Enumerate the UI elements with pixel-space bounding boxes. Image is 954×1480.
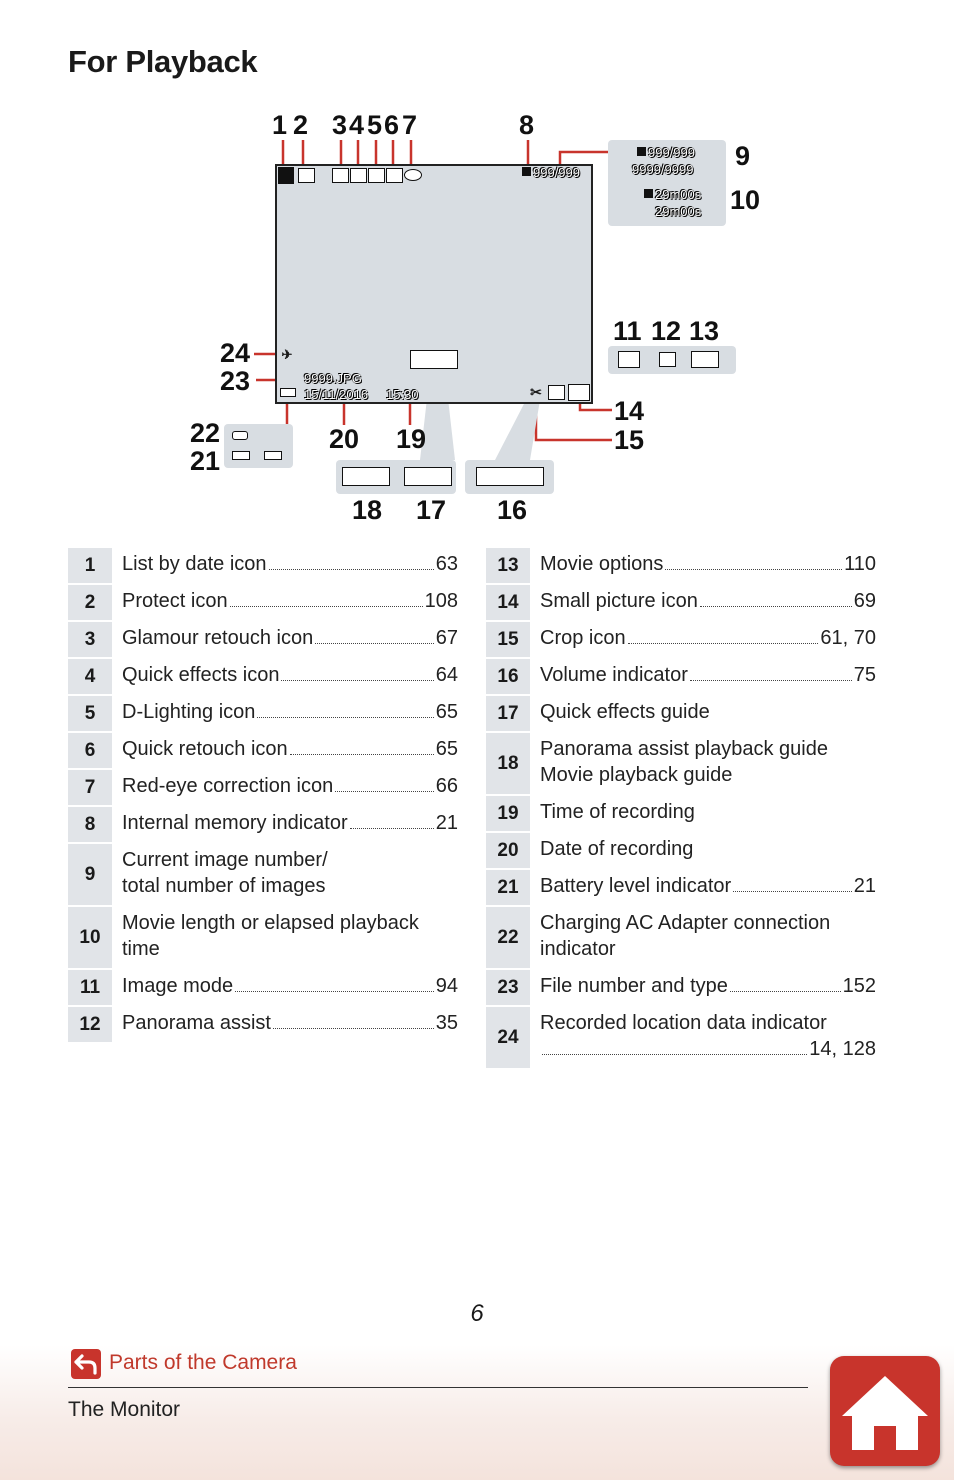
callout-7: 7 bbox=[402, 110, 418, 140]
row-number: 17 bbox=[486, 696, 530, 731]
row-label: Movie length or elapsed playback bbox=[122, 912, 419, 934]
callout-4: 4 bbox=[349, 110, 365, 140]
row-label: Battery level indicator bbox=[540, 875, 732, 897]
table-row bbox=[486, 622, 876, 659]
callout-19: 19 bbox=[396, 424, 427, 454]
file-name: 9999.JPG bbox=[304, 371, 362, 386]
row-number: 16 bbox=[486, 659, 530, 694]
panorama-assist-icon bbox=[659, 352, 676, 367]
row-number: 12 bbox=[68, 1007, 112, 1042]
battery-icon bbox=[232, 451, 250, 460]
table-row bbox=[486, 796, 876, 833]
quick-effects-icon bbox=[350, 168, 367, 183]
footer-divider bbox=[68, 1387, 808, 1388]
table-row bbox=[68, 844, 458, 907]
row-number: 8 bbox=[68, 807, 112, 842]
callout-14: 14 bbox=[614, 396, 645, 426]
callout-23: 23 bbox=[220, 366, 251, 396]
table-row bbox=[68, 733, 458, 770]
movie-options-icon bbox=[691, 351, 719, 368]
crop-icon: ✂ bbox=[530, 384, 542, 400]
row-label: Charging AC Adapter connection bbox=[540, 912, 831, 934]
row-number: 19 bbox=[486, 796, 530, 831]
row-label: Red-eye correction icon bbox=[122, 775, 334, 797]
callout-17: 17 bbox=[416, 495, 447, 525]
playback-guide-icon bbox=[410, 350, 458, 369]
image-mode-icon bbox=[618, 351, 640, 368]
box9-line1: 999/999 bbox=[648, 145, 695, 160]
row-number: 9 bbox=[68, 844, 112, 905]
row-label: D-Lighting icon bbox=[122, 701, 256, 723]
row-number: 1 bbox=[68, 548, 112, 583]
row-label: List by date icon bbox=[122, 553, 267, 575]
glamour-retouch-icon bbox=[332, 168, 349, 183]
page-link[interactable]: 67 bbox=[435, 627, 458, 649]
callout-24: 24 bbox=[220, 338, 251, 368]
internal-memory-icon bbox=[644, 189, 653, 198]
row-number: 2 bbox=[68, 585, 112, 620]
back-arrow-icon[interactable] bbox=[71, 1349, 101, 1379]
page-link[interactable]: 21 bbox=[853, 875, 876, 897]
row-label: Movie options bbox=[540, 553, 664, 575]
row-label: Panorama assist bbox=[122, 1012, 271, 1034]
row-number: 22 bbox=[486, 907, 530, 968]
page-link[interactable]: 21 bbox=[435, 812, 458, 834]
box9-line2: 9999/9999 bbox=[632, 162, 694, 177]
page-link[interactable]: 35 bbox=[435, 1012, 458, 1034]
section-title: The Monitor bbox=[68, 1398, 181, 1421]
legend-table-left bbox=[68, 548, 458, 1044]
row-label: Small picture icon bbox=[540, 590, 698, 612]
row-number: 13 bbox=[486, 548, 530, 583]
table-row bbox=[68, 548, 458, 585]
image-counter: 999/999 bbox=[533, 165, 580, 180]
table-row bbox=[68, 622, 458, 659]
breadcrumb-link[interactable]: Parts of the Camera bbox=[109, 1351, 297, 1374]
callout-10: 10 bbox=[730, 185, 761, 215]
callout-5: 5 bbox=[367, 110, 383, 140]
row-label: Panorama assist playback guide bbox=[540, 738, 828, 760]
box10-line2: 29m00s bbox=[655, 204, 702, 219]
row-label: Protect icon bbox=[122, 590, 228, 612]
callout-6: 6 bbox=[384, 110, 400, 140]
callout-18: 18 bbox=[352, 495, 383, 525]
page-link[interactable]: 75 bbox=[853, 664, 876, 686]
table-row bbox=[68, 585, 458, 622]
page-link[interactable]: 108 bbox=[424, 590, 458, 612]
row-label-line2: total number of images bbox=[122, 875, 326, 897]
table-row bbox=[486, 548, 876, 585]
row-number: 14 bbox=[486, 585, 530, 620]
row-label: Quick effects guide bbox=[540, 701, 710, 723]
d-lighting-icon bbox=[368, 168, 385, 183]
home-button[interactable] bbox=[830, 1356, 940, 1466]
table-row bbox=[486, 870, 876, 907]
table-row bbox=[68, 770, 458, 807]
page-link[interactable]: 64 bbox=[435, 664, 458, 686]
monitor-diagram bbox=[0, 0, 954, 530]
internal-memory-icon bbox=[522, 167, 531, 176]
row-label: Crop icon bbox=[540, 627, 626, 649]
callout-15: 15 bbox=[614, 425, 645, 455]
box10-line1: 29m00s bbox=[655, 187, 702, 202]
row-label: Quick effects icon bbox=[122, 664, 280, 686]
row-label-line2: time bbox=[122, 938, 160, 960]
internal-memory-icon bbox=[637, 147, 646, 156]
row-number: 18 bbox=[486, 733, 530, 794]
list-by-date-icon bbox=[278, 167, 294, 184]
table-row bbox=[486, 733, 876, 796]
callout-1: 1 bbox=[272, 110, 288, 140]
row-label: Current image number/ bbox=[122, 849, 328, 871]
table-row bbox=[486, 585, 876, 622]
page-link[interactable]: 65 bbox=[435, 738, 458, 760]
callout-9: 9 bbox=[735, 141, 751, 171]
callout-11: 11 bbox=[613, 316, 642, 346]
table-row bbox=[486, 696, 876, 733]
movie-playback-guide-icon bbox=[342, 467, 390, 486]
callout-21: 21 bbox=[190, 446, 221, 476]
table-row bbox=[486, 659, 876, 696]
image-mode-icon bbox=[568, 384, 590, 401]
row-number: 7 bbox=[68, 770, 112, 805]
callout-20: 20 bbox=[329, 424, 360, 454]
row-number: 15 bbox=[486, 622, 530, 657]
callout-16: 16 bbox=[497, 495, 528, 525]
table-row bbox=[68, 970, 458, 1007]
page-link[interactable]: 61, 70 bbox=[820, 627, 876, 649]
page-link[interactable]: 63 bbox=[435, 553, 458, 575]
row-label: File number and type bbox=[540, 975, 728, 997]
small-picture-icon bbox=[548, 385, 565, 400]
recording-time: 15:30 bbox=[386, 387, 419, 402]
home-icon bbox=[830, 1356, 940, 1466]
row-number: 10 bbox=[68, 907, 112, 968]
row-number: 24 bbox=[486, 1007, 530, 1068]
row-number: 23 bbox=[486, 970, 530, 1005]
table-row bbox=[486, 833, 876, 870]
table-row bbox=[486, 907, 876, 970]
legend-table-right bbox=[486, 548, 876, 1070]
row-number: 6 bbox=[68, 733, 112, 768]
row-label: Recorded location data indicator bbox=[540, 1012, 827, 1034]
row-number: 11 bbox=[68, 970, 112, 1005]
volume-indicator-icon bbox=[476, 467, 544, 486]
callout-22: 22 bbox=[190, 418, 221, 448]
row-number: 21 bbox=[486, 870, 530, 905]
page-link[interactable]: 69 bbox=[853, 590, 876, 612]
page-link[interactable]: 152 bbox=[842, 975, 876, 997]
callout-12: 12 bbox=[651, 316, 682, 346]
row-label: Volume indicator bbox=[540, 664, 688, 686]
row-label: Image mode bbox=[122, 975, 234, 997]
row-label: Internal memory indicator bbox=[122, 812, 348, 834]
ac-adapter-icon bbox=[232, 431, 248, 440]
row-label-line2: indicator bbox=[540, 938, 616, 960]
quick-effects-guide-icon bbox=[404, 467, 452, 486]
callout-2: 2 bbox=[293, 110, 309, 140]
location-data-icon: ✈ bbox=[281, 346, 293, 362]
table-row bbox=[68, 1007, 458, 1044]
row-number: 5 bbox=[68, 696, 112, 731]
page-title: For Playback bbox=[68, 44, 258, 79]
row-label: Time of recording bbox=[540, 801, 695, 823]
page-number: 6 bbox=[470, 1300, 484, 1327]
table-row bbox=[486, 1007, 876, 1070]
table-row bbox=[486, 970, 876, 1007]
table-row bbox=[68, 696, 458, 733]
quick-retouch-icon bbox=[386, 168, 403, 183]
battery-charging-icon bbox=[264, 451, 282, 460]
row-label: Glamour retouch icon bbox=[122, 627, 314, 649]
page-link[interactable]: 94 bbox=[435, 975, 458, 997]
callout-3: 3 bbox=[332, 110, 348, 140]
callout-8: 8 bbox=[519, 110, 535, 140]
protect-icon bbox=[298, 168, 315, 183]
table-row bbox=[68, 907, 458, 970]
recording-date: 15/11/2016 bbox=[304, 387, 369, 402]
row-number: 20 bbox=[486, 833, 530, 868]
row-label-line2: Movie playback guide bbox=[540, 764, 733, 786]
page-link[interactable]: 110 bbox=[844, 553, 876, 575]
page-link[interactable]: 65 bbox=[435, 701, 458, 723]
page-link[interactable]: 66 bbox=[435, 775, 458, 797]
table-row bbox=[68, 659, 458, 696]
battery-icon bbox=[280, 388, 296, 397]
row-number: 3 bbox=[68, 622, 112, 657]
row-number: 4 bbox=[68, 659, 112, 694]
callout-13: 13 bbox=[689, 316, 720, 346]
red-eye-correction-icon bbox=[404, 169, 422, 181]
page-link[interactable]: 14, 128 bbox=[809, 1038, 876, 1060]
table-row bbox=[68, 807, 458, 844]
row-label: Date of recording bbox=[540, 838, 694, 860]
row-label: Quick retouch icon bbox=[122, 738, 288, 760]
